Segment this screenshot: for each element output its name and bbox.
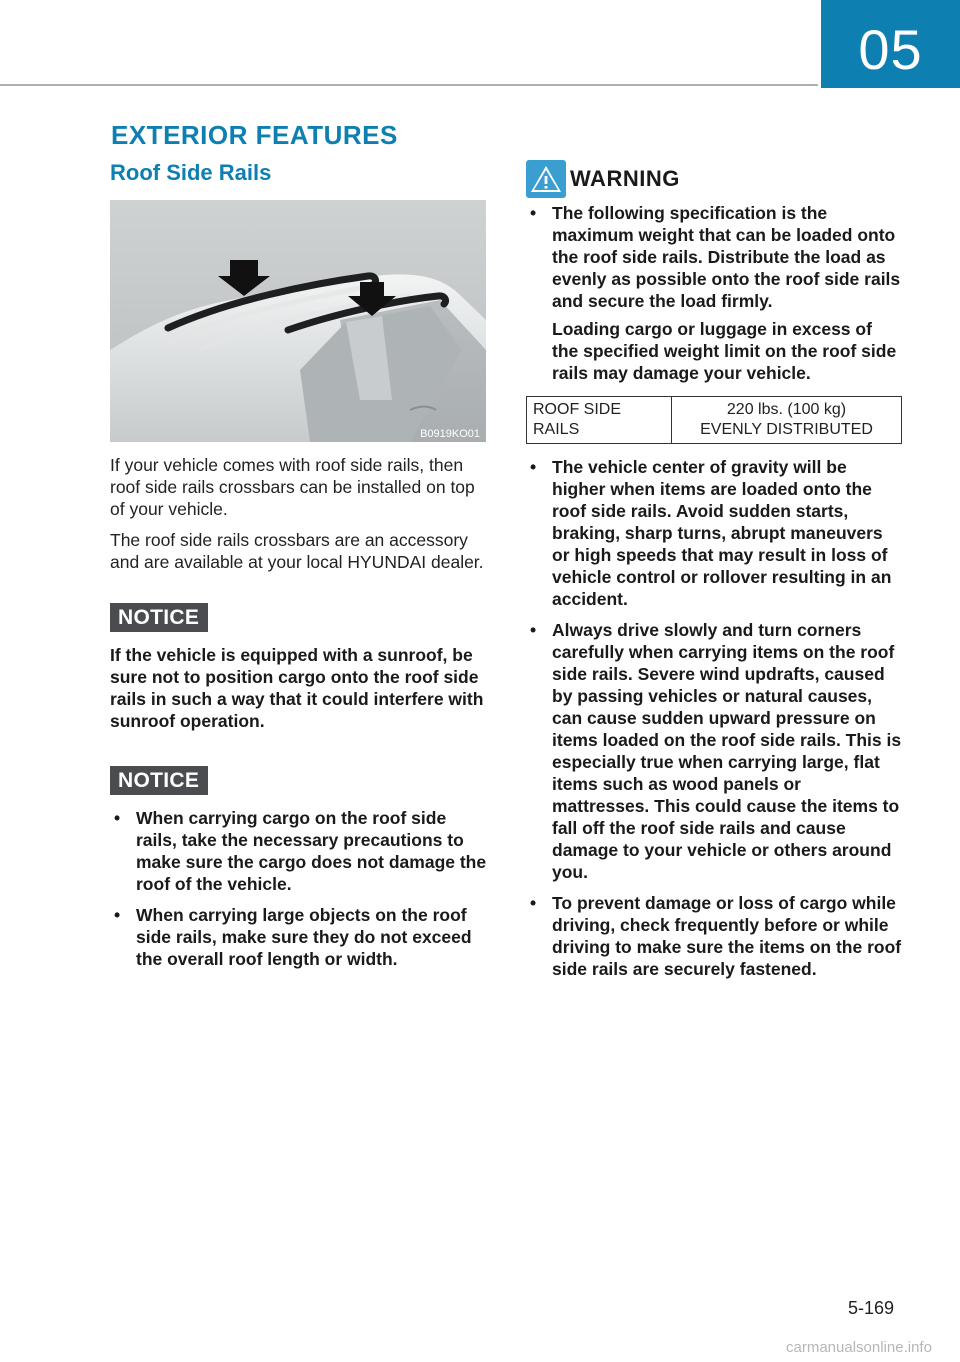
- list-item: [526, 202, 902, 384]
- notice-block: [110, 603, 488, 732]
- subsection-title: Roof Side Rails: [110, 160, 272, 185]
- table-row: [527, 397, 902, 444]
- list-item: • The vehicle center of gravity will be higher when items are loaded onto the roof side rails. Avoid sudden starts, braking, sharp turns, abrupt maneuvers or high speeds that may result in loss of vehicle control or rollover resulting in an accident.: [526, 456, 902, 610]
- paragraph: If your vehicle comes with roof side rails, then roof side rails crossbars can be installed on top of your vehicle.: [110, 455, 475, 519]
- chapter-tab: [821, 0, 960, 88]
- spec-label: ROOF SIDE RAILS: [527, 397, 672, 444]
- notice-text: If the vehicle is equipped with a sunroof, be sure not to position cargo onto the roof side rails in such a way that it could interfere with sunroof operation.: [110, 645, 484, 731]
- section-title: EXTERIOR FEATURES: [111, 120, 398, 150]
- list-item: • When carrying large objects on the roof side rails, make sure they do not exceed the overall roof length or width.: [110, 904, 488, 970]
- left-column: [110, 160, 488, 979]
- list-item: • Always drive slowly and turn corners carefully when carrying items on the roof side rails. Severe wind updrafts, caused by passing vehicles or natural causes, can cause sudden upward pressure on items loaded on the roof side rails. This is especially true when carrying large, flat items such as wood panels or mattresses. This could cause the items to fall off the roof side rails and cause damage to your vehicle or others around you.: [526, 619, 902, 883]
- spec-table: [526, 396, 902, 444]
- warning-list: [526, 202, 902, 384]
- warning-header: [526, 160, 902, 198]
- list-item: • When carrying cargo on the roof side rails, take the necessary precautions to make sure the cargo does not damage the roof of the vehicle.: [110, 807, 488, 895]
- header-rule: [0, 84, 818, 86]
- warning-list: [526, 456, 902, 980]
- warning-item-text: The following specification is the maximum weight that can be loaded onto the roof side rails. Distribute the load as evenly as possible onto the roof side rails and secure the load firmly.: [552, 203, 901, 311]
- roof-rails-illustration: [110, 200, 486, 442]
- roof-rails-figure: [110, 200, 486, 442]
- spec-weight: 220 lbs. (100 kg): [726, 401, 847, 418]
- chapter-number: 05: [858, 18, 923, 81]
- right-column: [526, 160, 902, 989]
- page-number: 5-169: [848, 1298, 895, 1318]
- watermark: carmanualsonline.info: [786, 1339, 932, 1356]
- list-item: • To prevent damage or loss of cargo while driving, check frequently before or while driving to make sure the items on the roof side rails are securely fastened.: [526, 892, 902, 980]
- warning-label: WARNING: [570, 166, 680, 191]
- figure-code: B0919KO01: [420, 428, 480, 440]
- notice-badge: NOTICE: [110, 603, 208, 632]
- warning-subtext: Loading cargo or luggage in excess of the specified weight limit on the roof side rails may damage your vehicle.: [552, 319, 897, 383]
- spec-distribution: EVENLY DISTRIBUTED: [700, 421, 873, 438]
- notice-badge: NOTICE: [110, 766, 208, 795]
- warning-icon: [526, 160, 566, 198]
- spec-value: [672, 397, 902, 444]
- paragraph: The roof side rails crossbars are an accessory and are available at your local HYUNDAI dealer.: [110, 530, 484, 572]
- notice-list: [110, 807, 488, 970]
- notice-block: [110, 766, 488, 970]
